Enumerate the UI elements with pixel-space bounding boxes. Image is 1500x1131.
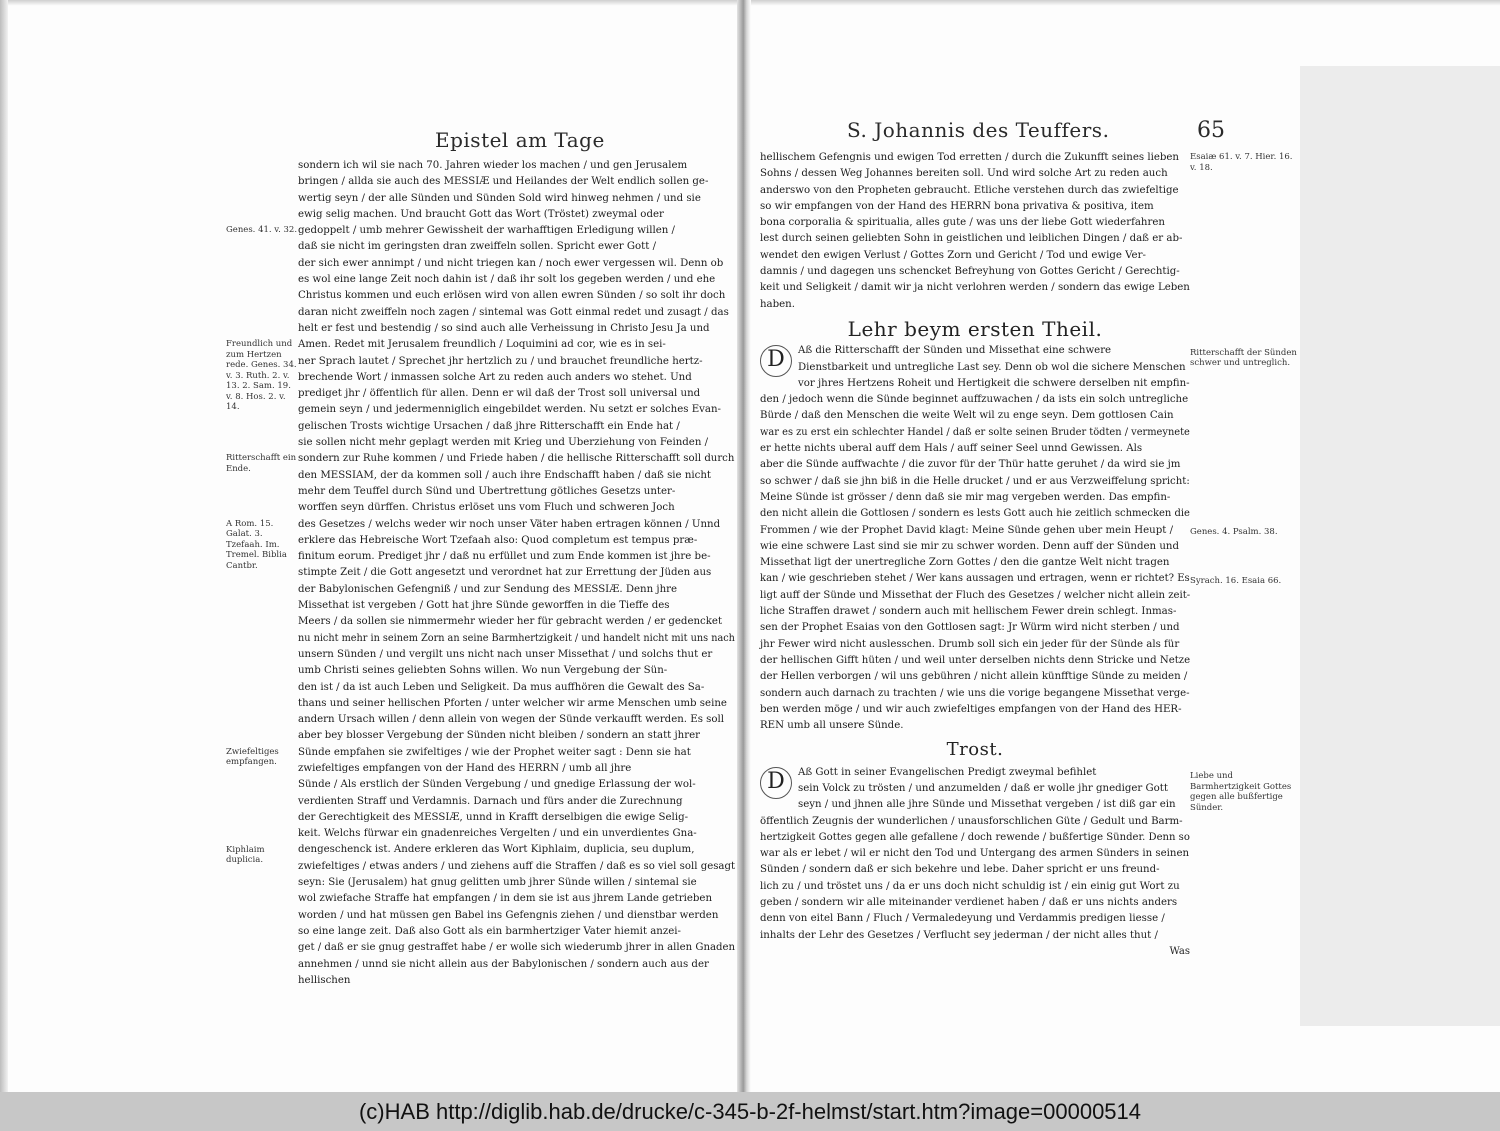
text-line: ewig selig machen. Und braucht Gott das Wort (Tröstet) zweymal oder xyxy=(298,208,664,220)
text-line: thans und seiner hellischen Pforten / unter welcher wir arme Menschen umb seine xyxy=(298,697,727,709)
text-line: ner Sprach lautet / Sprechet jhr hertzlich zu / und brauchet freundliche hertz- xyxy=(298,355,703,367)
text-line: sondern auch darnach zu trachten / wie uns die vorige begangene Missethat verge- xyxy=(760,687,1190,699)
text-line: daran nicht zweiffeln noch zagen / sintemal was Gott einmal redet und zusagt / das xyxy=(298,306,729,318)
text-line: war es zu erst ein schlechter Handel / daß er solte seinen Bruder tödten / vermeynete xyxy=(760,426,1190,438)
text-line: liche Straffen drawet / sondern auch mit hellischem Fewer drein schlegt. Inmas- xyxy=(760,606,1177,618)
text-line: unsern Sünden / und vergilt uns nicht nach unser Missethat / und solchs thut er xyxy=(298,648,713,660)
text-line: wertig seyn / der alle Sünden und Sünden Sold wird hinweg nehmen / und sie xyxy=(298,192,701,204)
text-line: kan / wie geschrieben stehet / Wer kans aussagen und ertragen, wenn er richtet? Es xyxy=(760,573,1190,585)
text-line: öffentlich Zeugnis der wunderlichen / unausforschlichen Güte / Gedult und Barm- xyxy=(760,815,1183,827)
text-line: Missethat ligt der unertregliche Zorn Gottes / den die gantze Welt nicht tragen xyxy=(760,557,1170,569)
margin-note: Kiphlaim duplicia. xyxy=(226,844,265,866)
text-line: worden / und hat müssen gen Babel ins Gefengnis ziehen / und dienstbar werden xyxy=(298,909,719,921)
text-line: denn von eitel Bann / Fluch / Vermaledeyung und Verdammis predigen liesse / xyxy=(760,913,1165,925)
text-line: anderswo von den Propheten gebraucht. Etliche verstehen durch das zwiefeltige xyxy=(760,184,1179,196)
footer-bar xyxy=(0,1092,1500,1131)
intro-paragraph xyxy=(760,150,1190,313)
section-heading-trost: Trost. xyxy=(946,739,1004,761)
text-line: den ist / da ist auch Leben und Seligkeit. Da mus auffhören die Gewalt des Sa- xyxy=(298,681,705,693)
margin-note: Freundlich und zum Hertzen rede. Genes. 34. v. 3. Ruth. 2. v. 13. 2. Sam. 19. v. 8. Hos. 2. v. 14. xyxy=(226,339,297,413)
text-line: Meers / da sollen sie nimmermehr wieder her für gebracht werden / er gedencket xyxy=(298,616,723,628)
margin-note: Zwiefeltiges empfangen. xyxy=(226,746,279,768)
text-line: stimpte Zeit / die Gott angesetzt und verordnet hat zur Errettung der Jüden aus xyxy=(298,567,712,579)
text-line: gemein seyn / und jedermenniglich eingebildet werden. Nu setzt er solches Evan- xyxy=(298,404,721,416)
section-heading-lehr: Lehr beym ersten Theil. xyxy=(847,316,1103,341)
text-line: andern Ursach willen / denn allein von wegen der Sünde verkaufft werden. Es soll xyxy=(298,714,725,726)
book-gutter xyxy=(737,0,751,1092)
text-line: Frommen / wie der Prophet David klagt: Meine Sünde gehen uber mein Heupt / xyxy=(760,524,1174,536)
text-line: sein Volck zu trösten / und anzumelden / daß er wolle jhr gnediger Gott xyxy=(798,782,1168,794)
text-line: hellischen xyxy=(298,974,351,986)
text-line: zwiefeltiges / etwas anders / und ziehens auff die Straffen / daß es so viel soll gesagt xyxy=(298,860,736,872)
right-running-head: S. Johannis des Teuffers. xyxy=(847,118,1110,142)
margin-note: A Rom. 15. Galat. 3. Tzefaah. Im. Tremel. Biblia Cantbr. xyxy=(226,518,287,571)
text-line: Sünde / Als erstlich der Sünden Vergebung / und gnedige Erlassung der wol- xyxy=(298,779,696,791)
text-line: sen der Prophet Esaias von den Gottlosen sagt: Jr Würm wird nicht sterben / und xyxy=(760,622,1180,634)
text-line: Aß die Ritterschafft der Sünden und Missethat eine schwere xyxy=(798,345,1112,357)
text-line: Amen. Redet mit Jerusalem freundlich / Loquimini ad cor, wie es in sei- xyxy=(298,339,666,351)
text-line: den MESSIAM, der da kommen soll / auch ihre Endschafft haben / daß sie nicht xyxy=(298,469,712,481)
copyright-url: (c)HAB http://diglib.hab.de/drucke/c-345-b-2f-helmst/start.htm?image=00000514 xyxy=(358,1099,1142,1124)
text-line: er hette nichts uberal auff dem Hals / auff seiner Seel unnd Gewissen. Als xyxy=(760,443,1143,455)
text-line: umb Christi seines geliebten Sohns willen. Wo nun Vergebung der Sün- xyxy=(298,665,668,677)
page-number: 65 xyxy=(1197,118,1225,143)
text-line: annehmen / unnd sie nicht allein aus der Babylonischen / sondern auch aus der xyxy=(298,958,709,970)
text-line: wie eine schwere Last sind sie mir zu schwer worden. Denn auff der Sünden und xyxy=(760,540,1179,552)
text-line: sondern zur Ruhe kommen / und Friede haben / die hellische Ritterschafft soll durch xyxy=(298,453,735,465)
margin-note: Genes. 4. Psalm. 38. xyxy=(1190,526,1278,537)
text-line: jhr Fewer wird nicht auslesschen. Drumb soll sich ein jeder für der Sünde als für xyxy=(760,638,1180,650)
text-line: geben / sondern wir alle miteinander verdienet haben / daß er uns nichts anders xyxy=(760,897,1178,909)
text-line: bringen / allda sie auch des MESSIÆ und Heilandes der Welt endlich sollen ge- xyxy=(298,176,709,188)
text-line: vor jhres Hertzens Roheit und Hertigkeit die schwere derselben nit empfin- xyxy=(798,377,1190,389)
text-line: Sohns / dessen Weg Johannes bereiten soll. Und wird solche Art zu reden auch xyxy=(760,168,1168,180)
text-line: prediget jhr / öffentlich für allen. Denn er wil daß der Trost soll universal und xyxy=(298,388,701,400)
text-line: mehr dem Teuffel durch Sünd und Ubertrettung götliches Gesetzs unter- xyxy=(298,485,676,497)
text-line: worffen seyn dürffen. Christus erlöset uns vom Fluch und schweren Joch xyxy=(298,502,675,514)
margin-note: Ritterschafft der Sünden schwer und untreglich. xyxy=(1190,347,1297,369)
text-line: war als er lebet / wil er nicht den Tod und Untergang des armen Sünders in seinen xyxy=(760,848,1190,860)
text-line: seyn / und jhnen alle jhre Sünde und Missethat vergeben / ist diß gar ein xyxy=(798,799,1176,811)
dropcap-initial: D xyxy=(760,345,792,377)
text-line: Meine Sünde ist grösser / denn daß sie mir mag vergeben werden. Das empfin- xyxy=(760,491,1171,503)
text-line: den nicht allein die Gottlosen / sondern es lests Gott auch hie zeitlich schmecken die xyxy=(760,508,1190,520)
text-line: so wir empfangen von der Hand des HERRN bona privativa & positiva, item xyxy=(760,200,1154,212)
text-line: sie sollen nicht mehr geplagt werden mit Krieg und Uberziehung von Feinden / xyxy=(298,437,709,449)
right-scan-plate xyxy=(1300,66,1500,1026)
text-line: ligt auff der Sünde und Missethat der Fluch des Gesetzes / welcher nicht allein zeit- xyxy=(760,589,1191,601)
text-line: Aß Gott in seiner Evangelischen Predigt zweymal befihlet xyxy=(798,766,1097,778)
text-line: zwiefeltiges empfangen von der Hand des HERRN / umb all jhre xyxy=(298,762,632,774)
text-line: gedoppelt / umb mehrer Gewissheit der warhafftigen Erledigung willen / xyxy=(298,225,675,237)
text-line: sondern ich wil sie nach 70. Jahren wieder los machen / und gen Jerusalem xyxy=(298,160,688,171)
text-line: dengeschenck ist. Andere erkleren das Wort Kiphlaim, duplicia, seu duplum, xyxy=(298,844,695,856)
text-line: REN umb all unsere Sünde. xyxy=(760,720,904,732)
text-line: der Babylonischen Gefengniß / und zur Sendung des MESSIÆ. Denn jhre xyxy=(298,583,678,595)
text-line: keit und Seligkeit / damit wir ja nicht verlohren werden / sondern das ewige Leben xyxy=(760,282,1190,294)
text-line: helt er fest und bestendig / so sind auch alle Verheissung in Christo Jesu Ja und xyxy=(298,322,710,334)
text-line: nu nicht mehr in seinem Zorn an seine Barmhertzigkeit / und handelt nicht mit uns nach xyxy=(298,632,735,644)
text-line: der Gerechtigkeit des MESSIÆ, unnd in Krafft derselbigen die ewige Selig- xyxy=(298,811,689,823)
text-line: gelischen Trosts wichtige Ursachen / daß jhre Ritterschafft ein Ende hat / xyxy=(298,420,680,432)
left-page-text xyxy=(298,158,735,989)
text-line: so schwer / daß sie jhn biß in die Helle drucket / und er aus Verzweiffelung spricht: xyxy=(760,475,1190,487)
left-page xyxy=(220,120,736,986)
text-line: hellischem Gefengnis und ewigen Tod erretten / durch die Zukunfft seines lieben xyxy=(760,152,1179,163)
text-line: verdienten Straff und Verdamnis. Darnach und fürs ander die Zurechnung xyxy=(298,795,683,807)
text-line: es wol eine lange Zeit noch dahin ist / daß ihr solt los gegeben werden / und ehe xyxy=(298,274,716,286)
catchword: Was xyxy=(1169,945,1190,957)
text-line: haben. xyxy=(760,298,795,310)
text-line: Sünde empfahen sie zwifeltiges / wie der Prophet weiter sagt : Denn sie hat xyxy=(298,746,691,758)
text-line: brechende Wort / inmassen solche Art zu reden auch anders wo stehet. Und xyxy=(298,371,692,383)
margin-note: Genes. 41. v. 32. xyxy=(226,225,298,236)
margin-note: Liebe und Barmhertzigkeit Gottes gegen alle bußfertige Sünder. xyxy=(1190,771,1292,813)
text-line: wendet den ewigen Verlust / Gottes Zorn und Gericht / Tod und ewige Ver- xyxy=(760,249,1146,261)
text-line: Sünden / sondern daß er sich bekehre und lebe. Daher spricht er uns freund- xyxy=(760,864,1160,876)
text-line: des Gesetzes / welchs weder wir noch unser Väter haben ertragen können / Unnd xyxy=(298,518,721,530)
text-line: der sich ewer annimpt / und nicht triegen kan / noch ewer vergessen wil. Denn ob xyxy=(298,257,724,269)
text-line: seyn: Sie (Jerusalem) hat gnug gelitten umb jhrer Sünde willen / sintemal sie xyxy=(298,877,697,889)
trost-paragraph xyxy=(760,765,1190,944)
margin-note: Ritterschafft ein Ende. xyxy=(226,453,297,474)
text-line: den / jedoch wenn die Sünde beginnet auffzuwachen / da ists ein solch untregliche xyxy=(760,394,1189,406)
text-line: hertzigkeit Gottes gegen alle gefallene / doch rewende / bußfertige Sünder. Denn so xyxy=(760,831,1190,843)
text-line: inhalts der Lehr des Gesetzes / Verflucht sey jederman / der nicht alles thut / xyxy=(760,929,1158,941)
right-page-text xyxy=(760,150,1190,960)
text-line: bona corporalia & spiritualia, alles gute / was uns der liebe Gott wiederfahren xyxy=(760,217,1165,229)
text-line: daß sie nicht im geringsten dran zweiffeln sollen. Spricht ewer Gott / xyxy=(298,241,657,253)
text-line: aber die Sünde auffwachte / die zuvor für der Thür hatte geruhet / da wird sie jm xyxy=(760,459,1181,471)
right-page xyxy=(752,118,1300,957)
lehr-lines xyxy=(760,343,1190,734)
text-line: get / daß er sie gnug gestraffet habe / er wolle sich wiederumb jhrer in allen Gnaden xyxy=(298,942,736,954)
text-line: damnis / und dagegen uns schencket Befreyhung von Gottes Gericht / Gerechtig- xyxy=(760,266,1180,278)
text-line: erklere das Hebreische Wort Tzefaah also: Quod completum est tempus præ- xyxy=(298,534,698,546)
text-line: so eine lange zeit. Daß also Gott als ein barmhertziger Vater hiemit anzei- xyxy=(298,925,681,937)
left-page-edge xyxy=(0,0,8,1092)
text-line: der hellischen Gifft hüten / und weil unter derselben nichts denn Stricke und Netze xyxy=(760,654,1191,666)
lehr-paragraph xyxy=(760,343,1190,734)
left-running-head: Epistel am Tage xyxy=(435,128,605,152)
text-line: Christus kommen und euch erlösen wird von allen ewren Sünden / so solt ihr doch xyxy=(298,290,726,302)
dropcap-initial: D xyxy=(760,767,792,799)
text-line: ben werden möge / und wir auch zwiefeltiges empfangen von der Hand des HER- xyxy=(760,703,1182,715)
margin-note: Syrach. 16. Esaia 66. xyxy=(1190,575,1282,586)
text-line: Bürde / daß den Menschen die weite Welt wil zu enge seyn. Dem gottlosen Cain xyxy=(760,410,1174,422)
text-line: keit. Welchs fürwar ein gnadenreiches Vergelten / und ein unverdientes Gna- xyxy=(298,828,697,840)
text-line: Dienstbarkeit und untregliche Last sey. Denn ob wol die sichere Menschen xyxy=(798,361,1186,373)
text-line: Missethat ist vergeben / Gott hat jhre Sünde geworffen in die Tieffe des xyxy=(298,600,670,612)
margin-note: Esaiæ 61. v. 7. Hier. 16. v. 18. xyxy=(1190,152,1293,173)
text-line: der Hellen verborgen / wil uns gebühren / nicht allein künfftige Sünde zu meiden / xyxy=(760,671,1188,683)
text-line: finitum eorum. Prediget jhr / daß nu erfüllet und zum Ende kommen ist jhre be- xyxy=(298,551,711,563)
trost-lines xyxy=(760,765,1190,944)
text-line: lich zu / und tröstet uns / da er uns doch nicht schuldig ist / ein einig gut Wort zu xyxy=(760,880,1180,892)
text-line: wol zwiefache Straffe hat empfangen / in dem sie ist aus jhrem Lande getrieben xyxy=(298,893,713,905)
text-line: lest durch seinen geliebten Sohn in geistlichen und leiblichen Dingen / daß er ab- xyxy=(760,233,1183,245)
text-line: aber bey blosser Vergebung der Sünden nicht bleiben / sondern an statt jhrer xyxy=(298,730,700,742)
